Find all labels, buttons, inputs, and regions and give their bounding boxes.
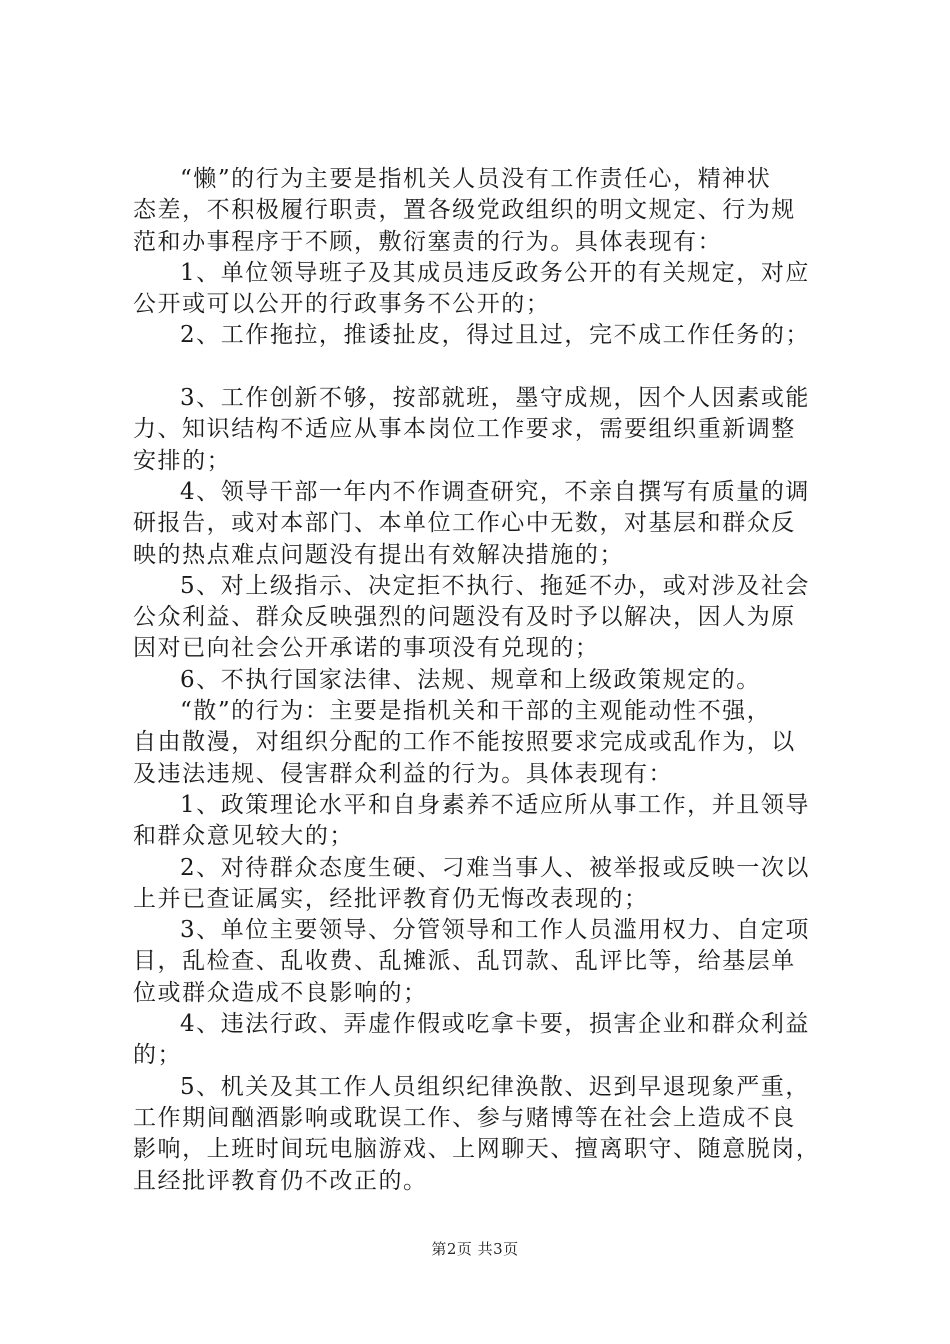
list-item-line: 3、单位主要领导、分管领导和工作人员滥用权力、自定项 [180,917,810,944]
list-item-line: 公开或可以公开的行政事务不公开的； [133,291,551,318]
list-item-line: 1、政策理论水平和自身素养不适应所从事工作，并且领导 [180,791,810,818]
list-item-line: 安排的； [133,447,232,474]
list-item-line: 6、不执行国家法律、法规、规章和上级政策规定的。 [180,666,761,693]
list-item-line: 公众利益、群众反映强烈的问题没有及时予以解决，因人为原 [133,604,796,631]
paragraph-line: 自由散漫，对组织分配的工作不能按照要求完成或乱作为，以 [133,729,796,756]
paragraph-line: 态差，不积极履行职责，置各级党政组织的明文规定、行为规 [133,197,796,224]
list-item-line: 上并已查证属实，经批评教育仍无悔改表现的； [133,885,649,912]
list-item-line: 工作期间酗酒影响或耽误工作、参与赌博等在社会上造成不良 [133,1104,796,1131]
list-item-line: 研报告，或对本部门、本单位工作心中无数，对基层和群众反 [133,510,796,537]
list-item-line: 2、对待群众态度生硬、刁难当事人、被举报或反映一次以 [180,854,810,881]
list-item-line: 5、对上级指示、决定拒不执行、拖延不办，或对涉及社会 [180,572,810,599]
paragraph-line: “散”的行为：主要是指机关和干部的主观能动性不强， [180,698,772,725]
document-body [133,164,833,1197]
list-item-line: 且经批评教育仍不改正的。 [133,1167,428,1194]
list-item-line: 力、知识结构不适应从事本岗位工作要求，需要组织重新调整 [133,416,796,443]
list-item-line: 2、工作拖拉，推诿扯皮，得过且过，完不成工作任务的； [180,322,810,349]
paragraph-line: 及违法违规、侵害群众利益的行为。具体表现有： [133,760,674,787]
list-item-line: 影响，上班时间玩电脑游戏、上网聊天、擅离职守、随意脱岗， [133,1136,821,1163]
list-item-line: 和群众意见较大的； [133,823,354,850]
list-item-line: 位或群众造成不良影响的； [133,979,428,1006]
list-item-line: 目，乱检查、乱收费、乱摊派、乱罚款、乱评比等，给基层单 [133,948,796,975]
paragraph-line: 范和办事程序于不顾，敷衍塞责的行为。具体表现有： [133,228,723,255]
list-item-line: 3、工作创新不够，按部就班，墨守成规，因个人因素或能 [180,385,810,412]
list-item-line: 因对已向社会公开承诺的事项没有兑现的； [133,635,600,662]
paragraph-line: “懒”的行为主要是指机关人员没有工作责任心，精神状 [180,166,772,192]
list-item-line: 5、机关及其工作人员组织纪律涣散、迟到早退现象严重， [180,1073,810,1100]
list-item-line: 4、违法行政、弄虚作假或吃拿卡要，损害企业和群众利益 [180,1011,810,1038]
list-item-line: 的； [133,1042,183,1069]
list-item-line: 映的热点难点问题没有提出有效解决措施的； [133,541,624,568]
list-item-line: 4、领导干部一年内不作调查研究，不亲自撰写有质量的调 [180,478,810,505]
blank-line [133,352,833,383]
list-item-line: 1、单位领导班子及其成员违反政务公开的有关规定，对应 [180,259,810,286]
page-number: 第2页 共3页 [431,1240,519,1258]
